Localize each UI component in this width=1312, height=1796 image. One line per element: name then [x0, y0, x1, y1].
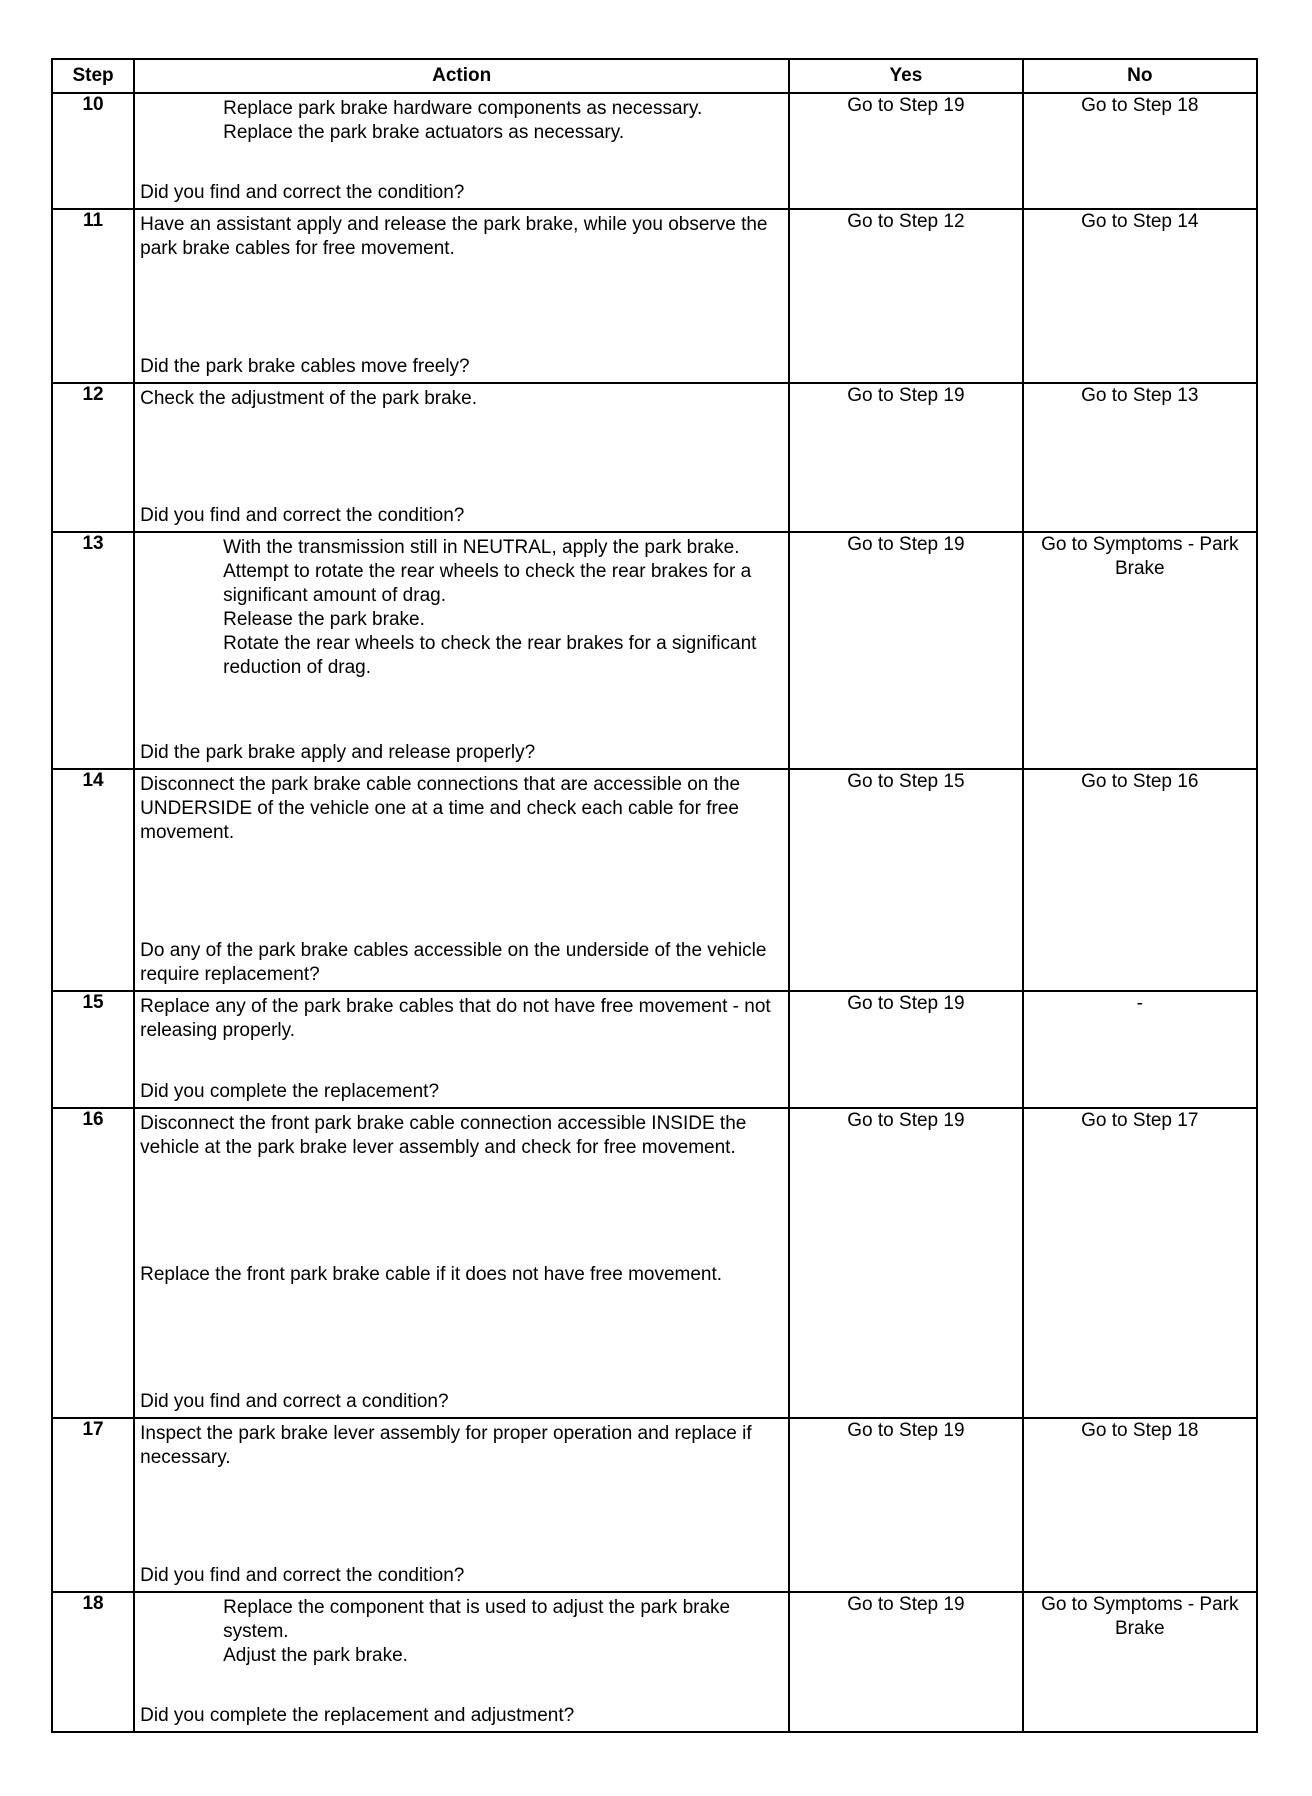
step-number: 11 [52, 209, 134, 383]
action-instruction: Have an assistant apply and release the park brake, while you observe the park brake cables for free movement. [140, 214, 768, 259]
action-instruction: Replace the component that is used to adjust the park brake system. [223, 1597, 731, 1642]
header-yes: Yes [789, 59, 1022, 93]
no-result: Go to Step 14 [1023, 209, 1257, 383]
action-question: Did you find and correct the condition? [140, 505, 465, 526]
step-number: 12 [52, 383, 134, 532]
action-content [135, 770, 788, 990]
action-instruction: Attempt to rotate the rear wheels to check the rear brakes for a significant amount of drag. [223, 561, 752, 606]
action-instruction: Replace the park brake actuators as necessary. [223, 122, 625, 143]
header-step: Step [52, 59, 134, 93]
action-question: Did the park brake apply and release properly? [140, 742, 536, 763]
action-question: Do any of the park brake cables accessible on the underside of the vehicle require replacement? [140, 940, 767, 985]
action-cell [134, 769, 789, 991]
action-instruction: Adjust the park brake. [223, 1645, 408, 1666]
no-result: Go to Step 18 [1023, 1418, 1257, 1592]
action-content [135, 533, 788, 768]
step-number: 17 [52, 1418, 134, 1592]
table-row [52, 1418, 1257, 1592]
step-number: 15 [52, 991, 134, 1108]
table-row [52, 209, 1257, 383]
action-question: Did you find and correct the condition? [140, 1565, 465, 1586]
action-instructions [140, 536, 784, 680]
action-instruction: Replace park brake hardware components as necessary. [223, 98, 703, 119]
action-question: Did you find and correct the condition? [140, 182, 465, 203]
action-note: Replace the front park brake cable if it does not have free movement. [140, 1264, 723, 1285]
action-instructions [140, 387, 784, 411]
step-number: 18 [52, 1592, 134, 1732]
header-action: Action [134, 59, 789, 93]
action-question: Did you complete the replacement and adjustment? [140, 1705, 575, 1726]
action-instructions [140, 97, 784, 145]
no-result: - [1023, 991, 1257, 1108]
header-no: No [1023, 59, 1257, 93]
action-instruction: Replace any of the park brake cables that do not have free movement - not releasing properly. [140, 996, 771, 1041]
no-result: Go to Step 18 [1023, 93, 1257, 209]
yes-result: Go to Step 19 [789, 1592, 1022, 1732]
diagnostic-table [51, 58, 1258, 1733]
yes-result: Go to Step 12 [789, 209, 1022, 383]
yes-result: Go to Step 19 [789, 532, 1022, 769]
action-question: Did the park brake cables move freely? [140, 356, 470, 377]
no-result: Go to Symptoms - Park Brake [1023, 1592, 1257, 1732]
action-cell [134, 532, 789, 769]
action-instruction: Disconnect the front park brake cable connection accessible INSIDE the vehicle at the park brake lever assembly and check for free movement. [140, 1113, 747, 1158]
no-result: Go to Step 13 [1023, 383, 1257, 532]
no-result: Go to Step 16 [1023, 769, 1257, 991]
yes-result: Go to Step 15 [789, 769, 1022, 991]
action-cell [134, 383, 789, 532]
action-cell [134, 1418, 789, 1592]
action-instructions [140, 213, 784, 261]
action-instruction: Rotate the rear wheels to check the rear brakes for a significant reduction of drag. [223, 633, 757, 678]
action-instructions [140, 1596, 784, 1668]
yes-result: Go to Step 19 [789, 93, 1022, 209]
yes-result: Go to Step 19 [789, 991, 1022, 1108]
action-cell [134, 93, 789, 209]
action-content [135, 94, 788, 208]
action-content [135, 384, 788, 531]
action-instruction: Disconnect the park brake cable connections that are accessible on the UNDERSIDE of the vehicle one at a time and check each cable for free movement. [140, 774, 741, 843]
header-row [52, 59, 1257, 93]
action-cell [134, 1108, 789, 1418]
action-content [135, 1109, 788, 1417]
action-question: Did you find and correct a condition? [140, 1391, 449, 1412]
table-row [52, 991, 1257, 1108]
step-number: 10 [52, 93, 134, 209]
step-number: 13 [52, 532, 134, 769]
step-number: 16 [52, 1108, 134, 1418]
table-row [52, 1592, 1257, 1732]
action-instructions [140, 1112, 784, 1160]
action-question: Did you complete the replacement? [140, 1081, 440, 1102]
action-instructions [140, 995, 784, 1043]
table-row [52, 769, 1257, 991]
action-content [135, 1419, 788, 1591]
action-cell [134, 209, 789, 383]
no-result: Go to Symptoms - Park Brake [1023, 532, 1257, 769]
yes-result: Go to Step 19 [789, 1108, 1022, 1418]
table-row [52, 383, 1257, 532]
yes-result: Go to Step 19 [789, 383, 1022, 532]
action-instruction: Inspect the park brake lever assembly for proper operation and replace if necessary. [140, 1423, 752, 1468]
action-cell [134, 1592, 789, 1732]
action-instructions [140, 1422, 784, 1470]
table-row [52, 1108, 1257, 1418]
yes-result: Go to Step 19 [789, 1418, 1022, 1592]
action-content [135, 1593, 788, 1731]
action-cell [134, 991, 789, 1108]
table-row [52, 93, 1257, 209]
action-instruction: Check the adjustment of the park brake. [140, 388, 478, 409]
table-row [52, 532, 1257, 769]
action-content [135, 992, 788, 1107]
action-content [135, 210, 788, 382]
action-instruction: With the transmission still in NEUTRAL, apply the park brake. [223, 537, 740, 558]
action-instruction: Release the park brake. [223, 609, 425, 630]
step-number: 14 [52, 769, 134, 991]
action-instructions [140, 773, 784, 845]
no-result: Go to Step 17 [1023, 1108, 1257, 1418]
